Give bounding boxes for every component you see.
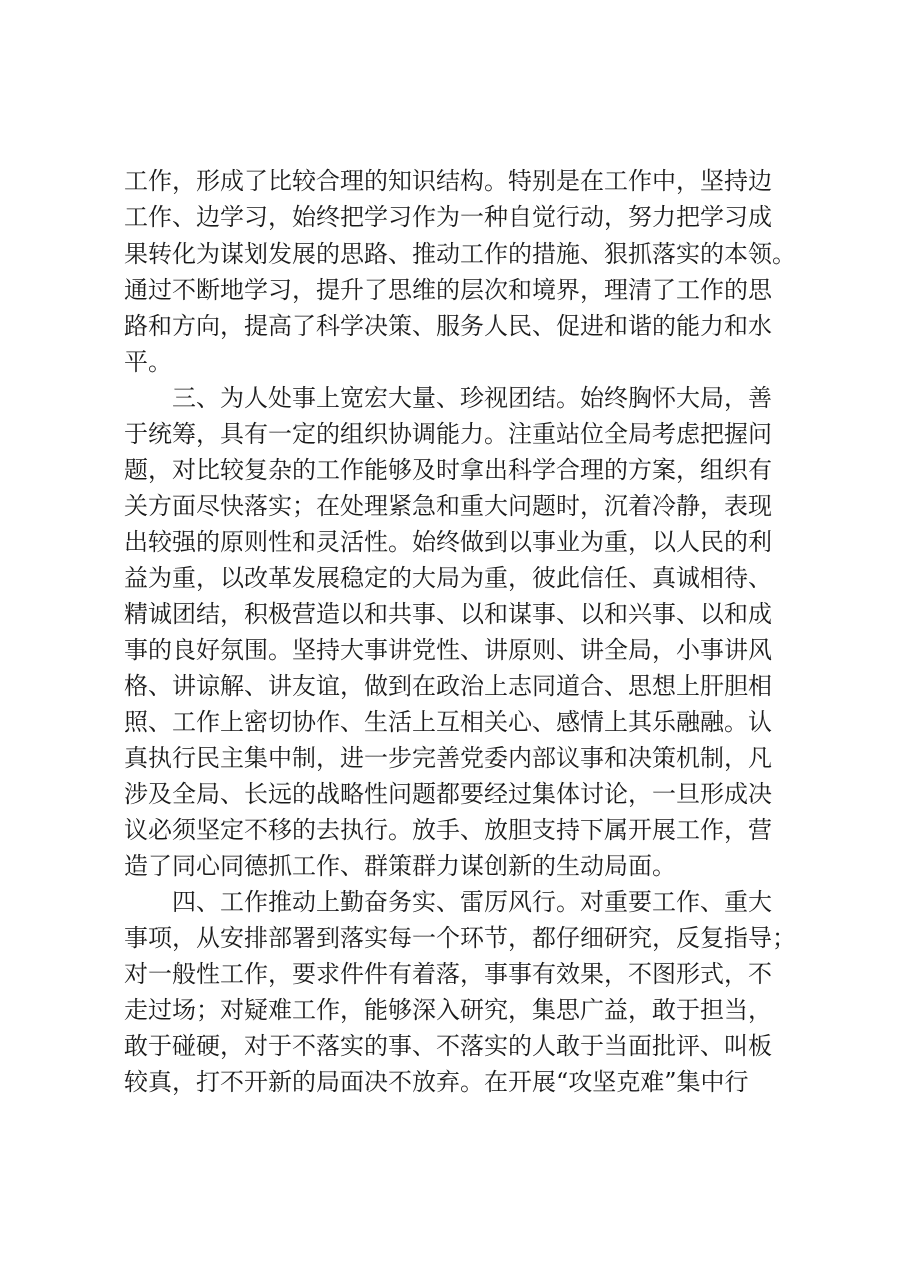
- text-line: 较真，打不开新的局面决不放弃。在开展“攻坚克难”集中行: [124, 1068, 749, 1096]
- text-line: 平。: [124, 348, 172, 376]
- text-line: 出较强的原则性和灵活性。始终做到以事业为重，以人民的利: [124, 528, 772, 556]
- text-line: 对一般性工作，要求件件有着落，事事有效果，不图形式，不: [124, 960, 772, 988]
- text-line: 议必须坚定不移的去执行。放手、放胆支持下属开展工作，营: [124, 816, 772, 844]
- paragraph-heading-4: 四、工作推动上勤奋务实、雷厉风行。对重要工作、重大: [172, 888, 772, 916]
- text-line: 格、讲谅解、讲友谊，做到在政治上志同道合、思想上肝胆相: [124, 672, 772, 700]
- text-line: 造了同心同德抓工作、群策群力谋创新的生动局面。: [124, 852, 676, 880]
- text-line: 益为重，以改革发展稳定的大局为重，彼此信任、真诚相待、: [124, 564, 772, 592]
- text-line: 果转化为谋划发展的思路、推动工作的措施、狠抓落实的本领。: [124, 240, 796, 268]
- text-line: 题，对比较复杂的工作能够及时拿出科学合理的方案，组织有: [124, 456, 772, 484]
- text-line: 工作，形成了比较合理的知识结构。特别是在工作中，坚持边: [124, 167, 772, 195]
- text-line: 关方面尽快落实；在处理紧急和重大问题时，沉着冷静，表现: [124, 492, 772, 520]
- text-line: 走过场；对疑难工作，能够深入研究，集思广益，敢于担当，: [124, 996, 772, 1024]
- text-line: 事项，从安排部署到落实每一个环节，都仔细研究，反复指导；: [124, 924, 796, 952]
- text-line: 精诚团结，积极营造以和共事、以和谋事、以和兴事、以和成: [124, 600, 772, 628]
- text-line: 事的良好氛围。坚持大事讲党性、讲原则、讲全局，小事讲风: [124, 636, 772, 664]
- text-line: 工作、边学习，始终把学习作为一种自觉行动，努力把学习成: [124, 203, 772, 231]
- text-line: 通过不断地学习，提升了思维的层次和境界，理清了工作的思: [124, 276, 772, 304]
- text-line: 敢于碰硬，对于不落实的事、不落实的人敢于当面批评、叫板: [124, 1032, 772, 1060]
- text-line: 照、工作上密切协作、生活上互相关心、感情上其乐融融。认: [124, 708, 772, 736]
- text-line: 路和方向，提高了科学决策、服务人民、促进和谐的能力和水: [124, 312, 772, 340]
- text-line: 真执行民主集中制，进一步完善党委内部议事和决策机制，凡: [124, 744, 772, 772]
- paragraph-heading-3: 三、为人处事上宽宏大量、珍视团结。始终胸怀大局，善: [172, 384, 772, 412]
- text-line: 涉及全局、长远的战略性问题都要经过集体讨论，一旦形成决: [124, 780, 772, 808]
- text-line: 于统筹，具有一定的组织协调能力。注重站位全局考虑把握问: [124, 420, 772, 448]
